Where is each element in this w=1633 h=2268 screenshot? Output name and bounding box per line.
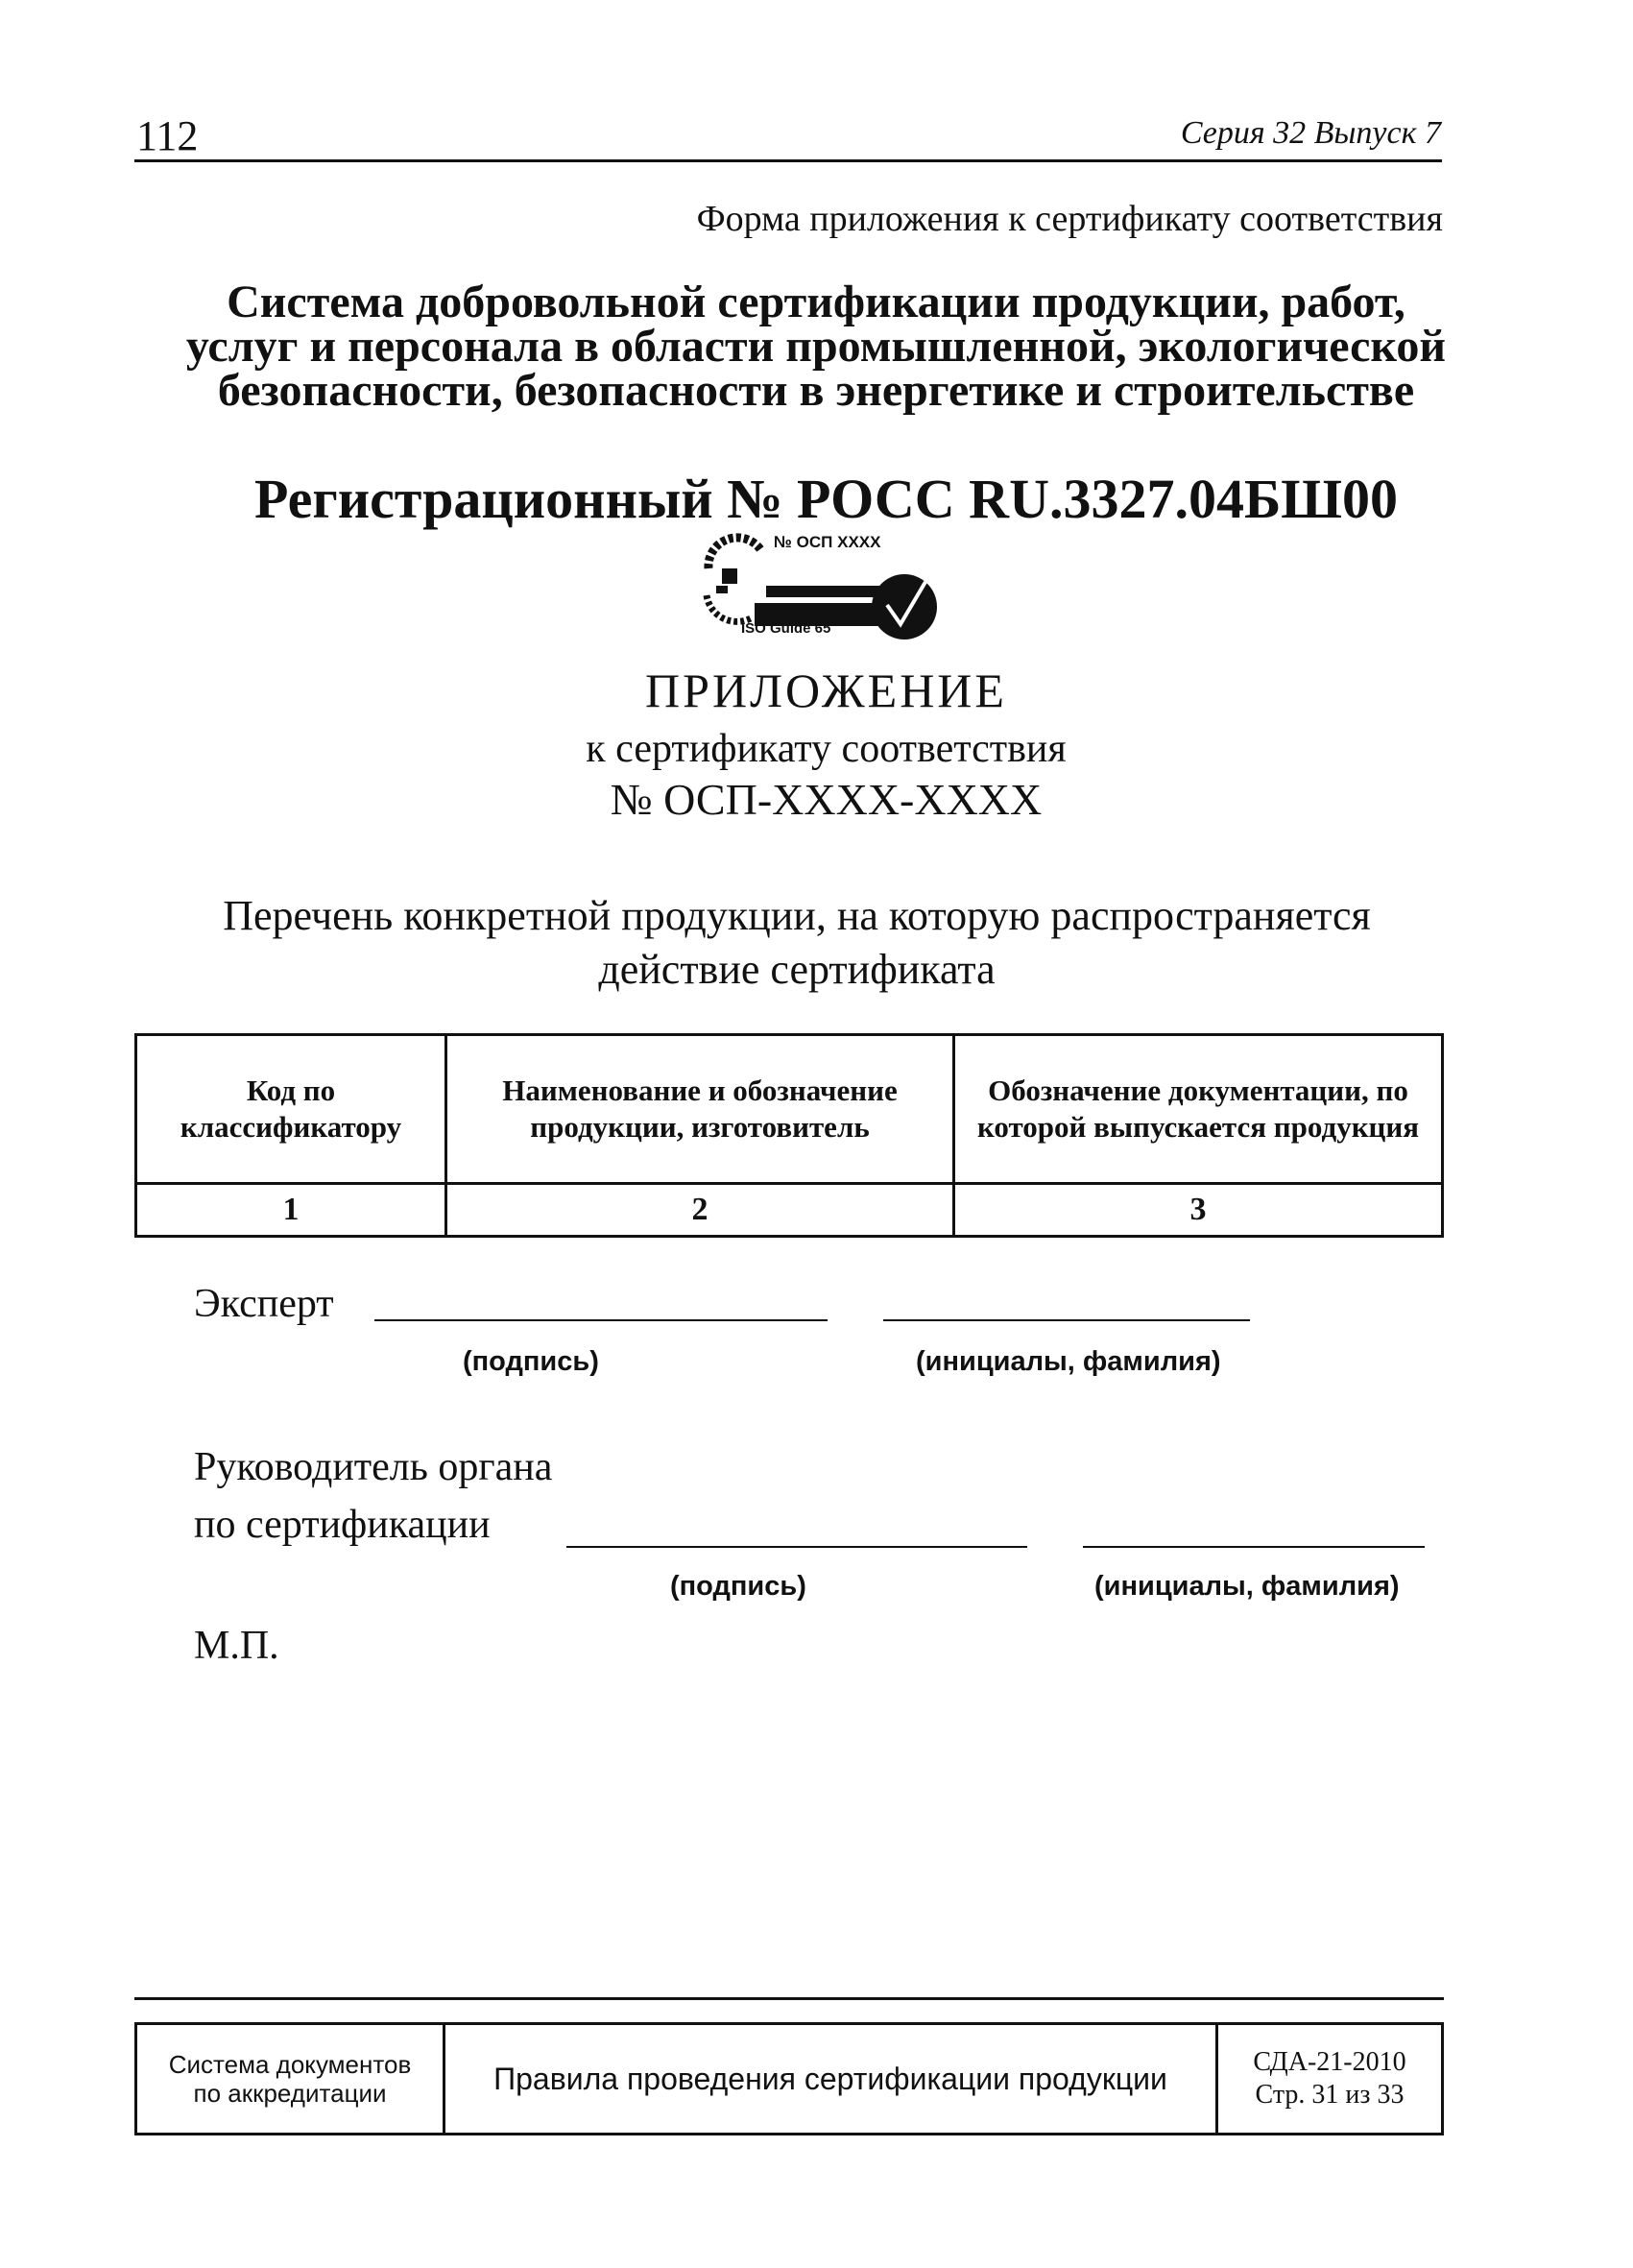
- series-label: Серия 32 Выпуск 7: [1180, 115, 1441, 151]
- annex-number: № ОСП-XXXX-XXXX: [610, 775, 1043, 824]
- product-list-title-line: действие сертификата: [598, 946, 996, 993]
- footer-left-line: по аккредитации: [193, 2079, 387, 2108]
- footer-table: [134, 2022, 1444, 2135]
- form-title: Форма приложения к сертификату соответствия: [696, 199, 1443, 239]
- page-number: 112: [136, 112, 199, 159]
- head-name-caption: (инициалы, фамилия): [1094, 1571, 1400, 1602]
- footer-row: [136, 2024, 1443, 2135]
- system-title: [144, 277, 1488, 416]
- system-title-line: безопасности, безопасности в энергетике и строительстве: [217, 365, 1415, 416]
- system-title-line: услуг и персонала в области промышленной, экологической: [185, 321, 1447, 372]
- expert-name-caption: (инициалы, фамилия): [916, 1346, 1221, 1377]
- footer-middle-cell: Правила проведения сертификации продукции: [444, 2024, 1217, 2135]
- footer-right-cell: [1217, 2024, 1443, 2135]
- page-counter: Стр. 31 из 33: [1255, 2080, 1405, 2110]
- expert-name-line: [883, 1319, 1250, 1321]
- footer-divider: [134, 1997, 1444, 2000]
- stamp-label: М.П.: [194, 1624, 279, 1668]
- table-header-cell: Код по классификатору: [136, 1035, 446, 1184]
- expert-signature-line: [374, 1319, 828, 1321]
- table-cell: 3: [954, 1184, 1443, 1237]
- footer-left-cell: [136, 2024, 444, 2135]
- expert-label: Эксперт: [194, 1282, 334, 1326]
- table-header-cell: Наименование и обозначение продукции, изготовитель: [446, 1035, 954, 1184]
- table-header-row: [136, 1035, 1443, 1184]
- logo-top-text: № ОСП XXXX: [774, 533, 881, 551]
- head-label: по сертификации: [194, 1503, 491, 1547]
- expert-signature-caption: (подпись): [463, 1346, 599, 1377]
- head-name-line: [1083, 1546, 1425, 1548]
- table-cell: 2: [446, 1184, 954, 1237]
- head-signature-caption: (подпись): [670, 1571, 806, 1602]
- annex-subtitle: к сертификату соответствия: [586, 727, 1067, 771]
- annex-title: ПРИЛОЖЕНИЕ: [645, 664, 1007, 717]
- system-title-line: Система добровольной сертификации продукции, работ,: [227, 277, 1405, 327]
- table-row: [136, 1184, 1443, 1237]
- table-cell: 1: [136, 1184, 446, 1237]
- head-signature-line: [566, 1546, 1027, 1548]
- registration-number: Регистрационный № РОСС RU.3327.04БШ00: [253, 468, 1398, 530]
- footer-left-line: Система документов: [168, 2050, 412, 2079]
- header-divider: [134, 159, 1442, 162]
- table-header-cell: Обозначение документации, по которой выпускается продукция: [954, 1035, 1443, 1184]
- product-table: [134, 1033, 1444, 1238]
- logo-bottom-text: ISO Guide 65: [741, 620, 831, 637]
- product-list-title-line: Перечень конкретной продукции, на которую распространяется: [223, 892, 1371, 939]
- head-label: Руководитель органа: [194, 1445, 553, 1489]
- document-code: СДА-21-2010: [1253, 2047, 1406, 2077]
- product-list-title: [144, 889, 1450, 997]
